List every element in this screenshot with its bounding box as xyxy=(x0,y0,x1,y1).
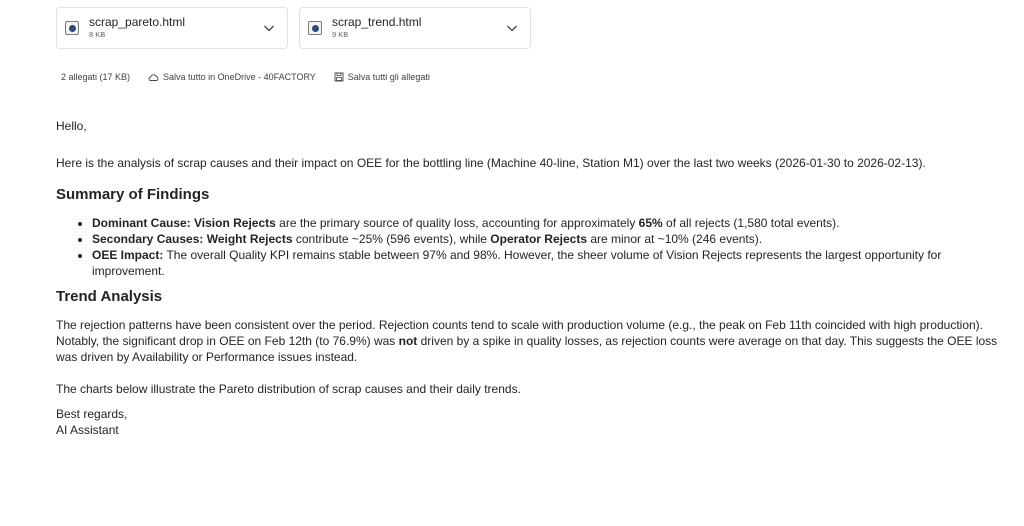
signature: AI Assistant xyxy=(56,423,119,437)
closing: Best regards, xyxy=(56,407,128,421)
trend-paragraph: The rejection patterns have been consistent over the period. Rejection counts tend to scale with production volume (e.g., the peak on Feb 11th coincided with high production). Notably, the significant drop in OEE on Feb 12th (to 76.9%) was not driven by a spike in quality losses, as rejection counts were average on that day. This suggests the OEE loss was driven by Availability or Performance issues instead. xyxy=(56,318,998,364)
chevron-down-icon[interactable] xyxy=(261,20,277,36)
html-file-icon xyxy=(308,21,322,35)
attachment-name: scrap_pareto.html xyxy=(89,15,186,30)
attachment-card[interactable] xyxy=(56,7,288,49)
trend-heading: Trend Analysis xyxy=(56,288,163,305)
list-item: • OEE Impact: The overall Quality KPI remains stable between 97% and 98%. However, the sheer volume of Vision Rejects represents the largest opportunity for improvement. xyxy=(92,247,1006,279)
attachment-actions-bar xyxy=(61,72,430,82)
greeting: Hello, xyxy=(56,119,87,133)
charts-note: The charts below illustrate the Pareto distribution of scrap causes and their daily trends. xyxy=(56,382,521,396)
attachment-card[interactable] xyxy=(299,7,531,49)
attachment-size: 8 KB xyxy=(89,30,106,40)
save-all-attachments-link[interactable] xyxy=(334,72,430,82)
attachment-summary: 2 allegati (17 KB) xyxy=(61,72,131,82)
attachment-size: 9 KB xyxy=(332,30,349,40)
list-item: • Secondary Causes: Weight Rejects contribute ~25% (596 events), while Operator Rejects are minor at ~10% (246 events). xyxy=(92,231,1006,247)
save-icon xyxy=(334,72,344,82)
chevron-down-icon[interactable] xyxy=(504,20,520,36)
intro-paragraph: Here is the analysis of scrap causes and their impact on OEE for the bottling line (Machine 40-line, Station M1) over the last two weeks (2026-01-30 to 2026-02-13). xyxy=(56,156,926,170)
attachment-list xyxy=(56,7,531,49)
findings-list xyxy=(56,215,1006,279)
save-to-onedrive-label: Salva tutto in OneDrive - 40FACTORY xyxy=(163,72,316,82)
attachment-name: scrap_trend.html xyxy=(332,15,422,30)
html-file-icon xyxy=(65,21,79,35)
cloud-icon xyxy=(148,73,159,82)
email-body xyxy=(56,118,1006,438)
save-all-label: Salva tutti gli allegati xyxy=(347,72,430,82)
list-item: • Dominant Cause: Vision Rejects are the primary source of quality loss, accounting for approximately 65% of all rejects (1,580 total events). xyxy=(92,215,1006,231)
summary-heading: Summary of Findings xyxy=(56,186,210,203)
save-to-onedrive-link[interactable] xyxy=(148,72,316,82)
